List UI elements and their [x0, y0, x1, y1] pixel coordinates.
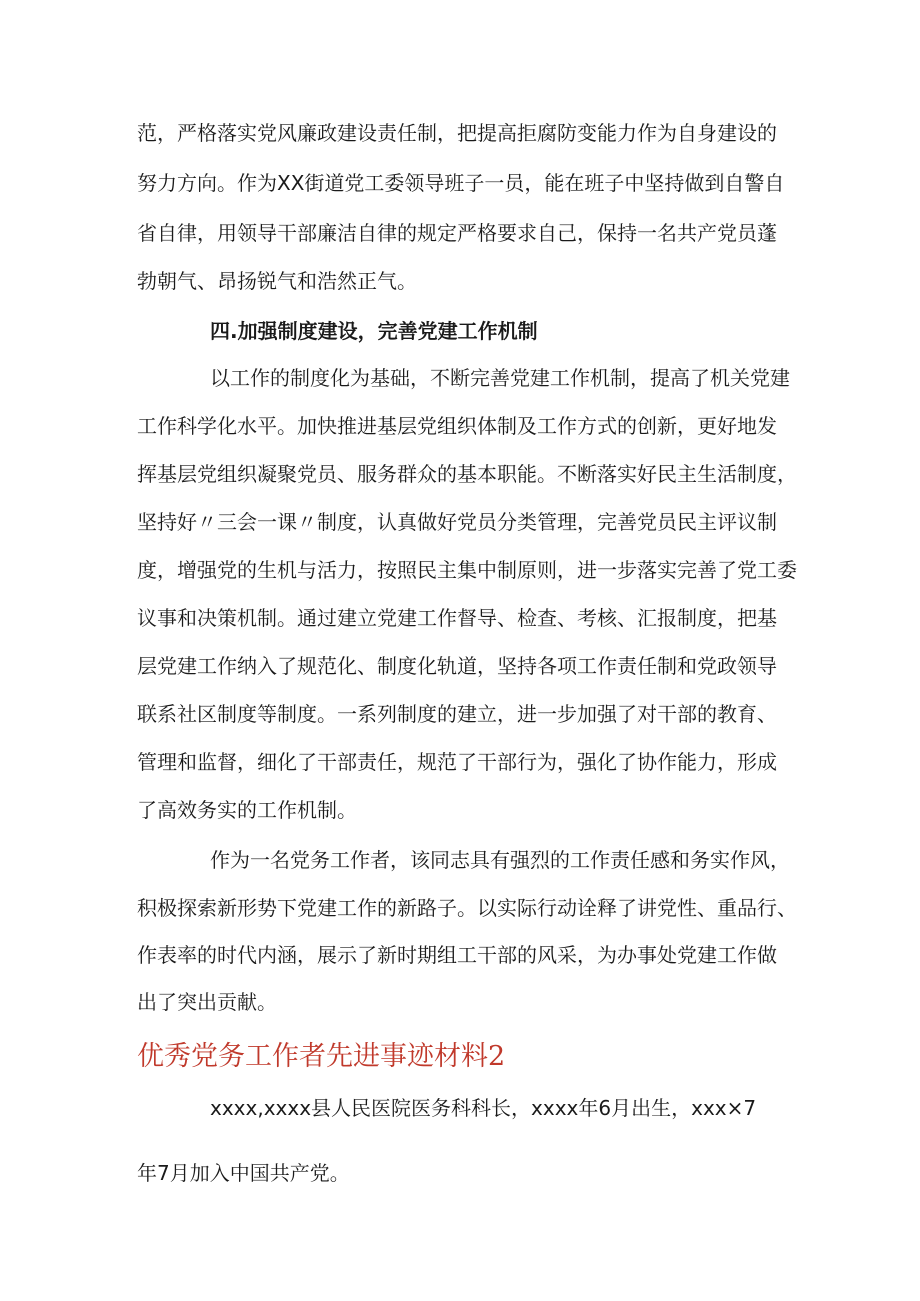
body-line: 度，增强党的生机与活力，按照民主集中制原则，进一步落实完善了党工委 — [137, 558, 797, 582]
closing-line: 出了突出贡献。 — [137, 990, 277, 1014]
intro-line: 努力方向。作为XX街道党工委领导班子一员，能在班子中坚持做到自警自 — [137, 171, 785, 195]
intro-line: 省自律，用领导干部廉洁自律的规定严格要求自己，保持一名共产党员蓬 — [137, 221, 777, 245]
body-line: 议事和决策机制。通过建立党建工作督导、检查、考核、汇报制度，把基 — [137, 606, 777, 630]
bio-line: xxxx,xxxx县人民医院医务科科长，xxxx年6月出生，xxx×7 — [210, 1096, 757, 1120]
body-line: 以工作的制度化为基础，不断完善党建工作机制，提高了机关党建 — [210, 366, 790, 390]
closing-line: 作表率的时代内涵，展示了新时期组工干部的风采，为办事处党建工作做 — [137, 943, 777, 967]
closing-line: 积极探索新形势下党建工作的新路子。以实际行动诠释了讲党性、重品行、 — [137, 896, 797, 920]
body-line: 了高效务实的工作机制。 — [137, 798, 357, 822]
intro-line: 范，严格落实党风廉政建设责任制，把提高拒腐防变能力作为自身建设的 — [137, 121, 777, 145]
body-line: 联系社区制度等制度。一系列制度的建立，进一步加强了对干部的教育、 — [137, 702, 777, 726]
body-line: 层党建工作纳入了规范化、制度化轨道，坚持各项工作责任制和党政领导 — [137, 654, 777, 678]
body-line: 坚持好〃三会一课〃制度，认真做好党员分类管理，完善党员民主评议制 — [137, 510, 777, 534]
body-line: 挥基层党组织凝聚党员、服务群众的基本职能。不断落实好民主生活制度， — [137, 462, 797, 486]
body-line: 工作科学化水平。加快推进基层党组织体制及工作方式的创新，更好地发 — [137, 414, 777, 438]
section-title: 优秀党务工作者先进事迹材料2 — [137, 1041, 506, 1072]
intro-line: 勃朝气、昂扬锐气和浩然正气。 — [137, 269, 417, 293]
bio-line: 年7月加入中国共产党。 — [137, 1161, 350, 1185]
body-line: 管理和监督，细化了干部责任，规范了干部行为，强化了协作能力，形成 — [137, 750, 777, 774]
section-heading: 四.加强制度建设，完善党建工作机制 — [210, 319, 538, 343]
closing-line: 作为一名党务工作者，该同志具有强烈的工作责任感和务实作风， — [210, 848, 790, 872]
